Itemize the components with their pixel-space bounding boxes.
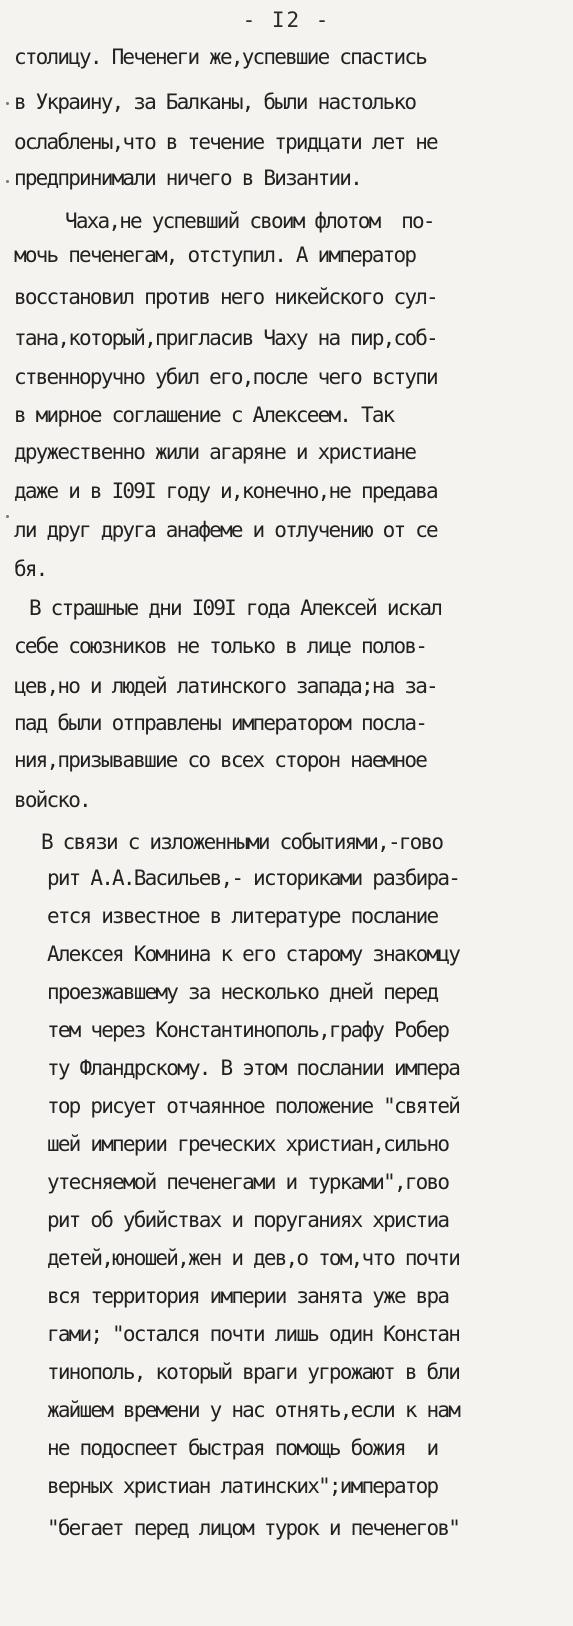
text-line: Чаха,не успевший своим флотом по- <box>65 209 434 233</box>
text-line: ется известное в литературе послание <box>47 904 438 928</box>
text-line: войско. <box>14 788 90 812</box>
text-line: дружественно жили агаряне и христиане <box>14 440 416 464</box>
text-line: "бегает перед лицом турок и печенегов" <box>47 1516 460 1540</box>
text-line: В страшные дни I09I года Алексей искал <box>29 596 442 620</box>
text-line: рит об убийствах и поруганиях христиа <box>47 1208 449 1232</box>
text-line: шей империи греческих христиан,сильно <box>47 1132 449 1156</box>
text-line: гами; "остался почти лишь один Констан <box>47 1322 460 1346</box>
text-line: проезжавшему за несколько дней перед <box>47 980 438 1004</box>
text-line: в мирное соглашение с Алексеем. Так <box>14 403 394 427</box>
text-line: ослаблены,что в течение тридцати лет не <box>14 130 437 154</box>
text-line: тана,который,пригласив Чаху на пир,соб- <box>14 326 437 350</box>
text-line: себе союзников не только в лице полов- <box>14 634 427 658</box>
text-line: В связи с изложенными событиями,-гово <box>41 830 443 854</box>
text-line: бя. <box>14 557 47 581</box>
text-line: верных христиан латинских";император <box>47 1474 438 1498</box>
text-line: ли друг друга анафеме и отлучению от се <box>14 518 437 542</box>
text-line: детей,юношей,жен и дев,о том,что почти <box>47 1246 460 1270</box>
text-line: рит А.А.Васильев,- историками разбира- <box>47 866 460 890</box>
text-line: в Украину, за Балканы, были настолько <box>14 90 416 114</box>
text-line: жайшем времени у нас отнять,если к нам <box>47 1398 460 1422</box>
page-number: - I2 - <box>242 8 331 32</box>
text-line: ственноручно убил его,после чего вступи <box>14 365 437 389</box>
text-line: ту Фландрскому. В этом послании импера <box>47 1056 460 1080</box>
text-line: ния,призывавшие со всех сторон наемное <box>14 748 427 772</box>
margin-mark <box>6 515 9 518</box>
text-line: мочь печенегам, отступил. А император <box>14 243 416 267</box>
text-line: утесняемой печенегами и турками",гово <box>47 1170 449 1194</box>
margin-mark <box>6 102 9 105</box>
text-line: пад были отправлены императором посла- <box>14 711 427 735</box>
text-line: не подоспеет быстрая помощь божия и <box>47 1436 438 1460</box>
text-line: восстановил против него никейского сул- <box>14 285 437 309</box>
text-line: предпринимали ничего в Византии. <box>14 166 361 190</box>
margin-mark <box>6 180 9 183</box>
text-line: тор рисует отчаянное положение "святей <box>47 1094 460 1118</box>
text-line: вся территория империи занята уже вра <box>47 1284 449 1308</box>
text-line: цев,но и людей латинского запада;на за- <box>14 674 437 698</box>
text-line: Алексея Комнина к его старому знакомцу <box>47 942 460 966</box>
text-line: тем через Константинополь,графу Робер <box>47 1018 449 1042</box>
text-line: даже и в I09I году и,конечно,не предава <box>14 479 437 503</box>
text-line: столицу. Печенеги же,успевшие спастись <box>14 45 427 69</box>
text-line: тинополь, который враги угрожают в бли <box>47 1360 460 1384</box>
